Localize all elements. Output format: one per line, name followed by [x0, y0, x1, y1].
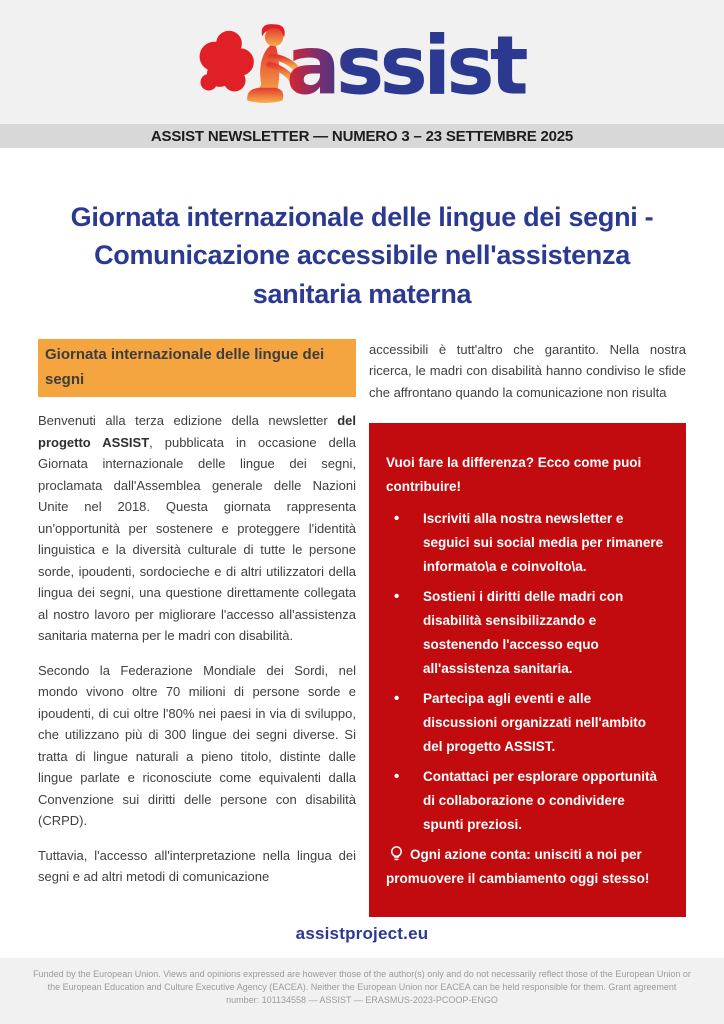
cta-bullet-text: Partecipa agli eventi e alle discussioni organizzati nell'ambito del progetto ASSIST.: [423, 691, 646, 755]
newsletter-banner: ASSIST NEWSLETTER — NUMERO 3 – 23 SETTEMBRE 2025: [0, 124, 724, 148]
cta-bullet-text: Contattaci per esplorare opportunità di collaborazione o condividere spunti preziosi.: [423, 769, 658, 833]
cta-bullet-text: Iscriviti alla nostra newsletter e seguici sui social media per rimanere informato\a e coinvolto\a.: [423, 511, 664, 575]
cta-bullet-list: [386, 507, 669, 837]
footer-band: [0, 958, 724, 1024]
website-link-row: [0, 924, 724, 958]
main-content: [0, 148, 724, 917]
cta-note-text: Ogni azione conta: unisciti a noi per promuovere il cambiamento oggi stesso!: [386, 847, 650, 887]
cta-bullet-item: [386, 687, 669, 759]
cta-bullet-item: [386, 765, 669, 837]
footer-disclaimer: Funded by the European Union. Views and opinions expressed are however those of the author(s) only and do not necessarily reflect those of the European Union or the European Education and Culture Executive Agency (EACEA). Neither the European Union nor EACEA can be held responsible for them. Grant agreement number: 101134558 — ASSIST — ERASMUS-2023-PCOOP-ENGO: [33, 969, 691, 1005]
paragraph-welcome-bold: del progetto ASSIST: [38, 413, 356, 450]
paragraph-statistics: Secondo la Federazione Mondiale dei Sordi, nel mondo vivono oltre 70 milioni di persone sorde e ipoudenti, di cui oltre l'80% nei paesi in via di sviluppo, che utilizzano più di 300 lingue dei segni diverse. Si tratta di lingue naturali a pieno titolo, distinte dalle lingue parlate e riconosciute come equivalenti dalla Convenzione sui diritti delle persone con disabilità (CRPD).: [38, 662, 356, 829]
cta-bullet-item: [386, 507, 669, 579]
continuation-paragraph: accessibili è tutt'altro che garantito. Nella nostra ricerca, le madri con disabilità hanno condiviso le sfide che affrontano quando la comunicazione non risulta: [369, 341, 686, 400]
cta-bullet-text: Sostieni i diritti delle madri con disabilità sensibilizzando e sostenendo l'accesso equo all'assistenza sanitaria.: [423, 589, 624, 677]
logo-wordmark: assist: [285, 19, 524, 108]
header-area: [0, 0, 724, 124]
left-column: [38, 339, 356, 918]
two-column-layout: [38, 339, 686, 918]
cta-note: [386, 843, 669, 891]
page-title: Giornata internazionale delle lingue dei segni - Comunicazione accessibile nell'assistenza sanitaria materna: [70, 202, 654, 309]
logo-red-blob-icon: [199, 31, 253, 92]
lightbulb-icon: [388, 845, 405, 862]
paragraph-access: Tuttavia, l'accesso all'interpretazione nella lingua dei segni e ad altri metodi di comunicazione: [38, 847, 356, 885]
cta-heading: Vuoi fare la differenza? Ecco come puoi contribuire!: [386, 455, 642, 495]
paragraph-welcome: [38, 410, 356, 647]
paragraph-welcome-rest: , pubblicata in occasione della Giornata internazionale delle lingue dei segni, proclamata dall'Assemblea generale delle Nazioni Unite nel 2018. Questa giornata rappresenta un'opportunità per sostenere e proteggere l'identità linguistica e la diversità culturale di tutte le persone sorde, ipoudenti, sordocieche e di altri utilizzatori della lingua dei segni, una questione direttamente collegata al nostro lavoro per migliorare l'accesso all'assistenza sanitaria materna per le madri con disabilità.: [38, 434, 357, 644]
cta-box: [369, 423, 686, 917]
section-heading: Giornata internazionale delle lingue dei segni: [38, 339, 356, 398]
right-column: [369, 339, 686, 918]
assist-logo: [183, 16, 542, 108]
website-link[interactable]: assistproject.eu: [295, 924, 429, 943]
cta-bullet-item: [386, 585, 669, 681]
paragraph-welcome-text: Benvenuti alla terza edizione della newsletter: [38, 413, 338, 429]
